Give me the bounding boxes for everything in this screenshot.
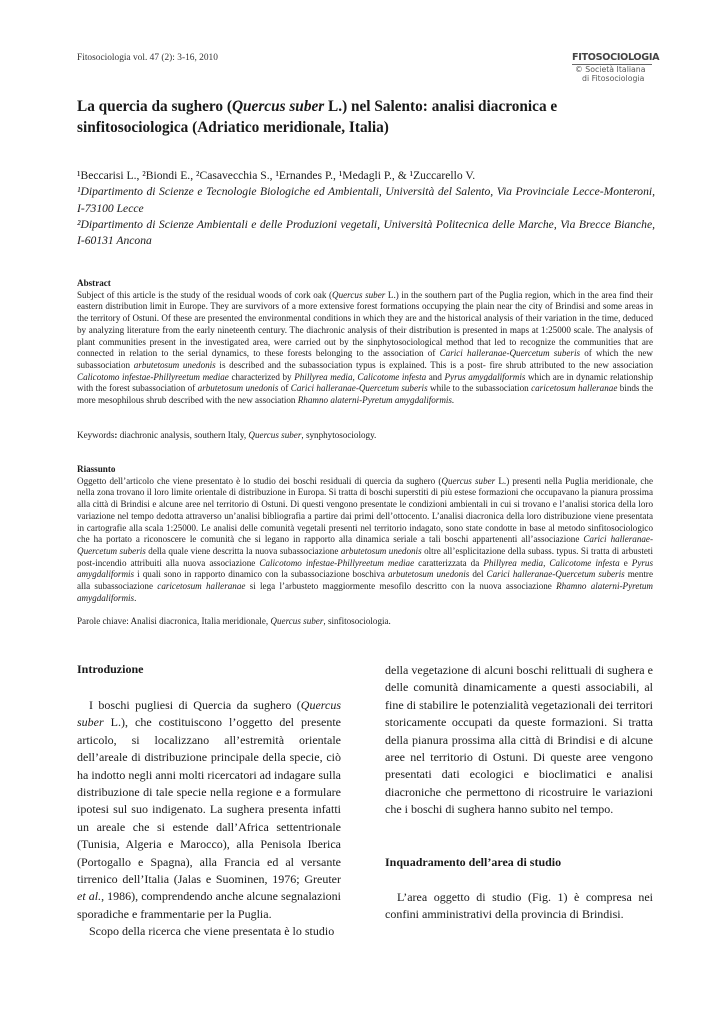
title-text-rest: L.) nel Salento: analisi diacronica e sinfitosociologica (Adriatico meridionale, Italia) — [77, 98, 558, 136]
logo-wordmark: FITOSOCIOLOGIA — [572, 52, 660, 63]
affiliation-1: ¹Dipartimento di Scienze e Tecnologie Biologiche ed Ambientali, Università del Salento, Via Provinciale Lecce-Monteroni, I-73100 Lecce — [77, 185, 655, 215]
intro-right-column — [385, 662, 653, 819]
study-area-column — [385, 889, 653, 924]
parole-chiave: Parole chiave: Analisi diacronica, Italia meridionale, Quercus suber, sinfitosociologia. — [77, 616, 391, 626]
section-heading-area-di-studio: Inquadramento dell’area di studio — [385, 855, 562, 869]
affiliation-2: ²Dipartimento di Scienze Ambientali e delle Produzioni vegetali, Università Politecnica delle Marche, Via Brecce Bianche, I-60131 Ancona — [77, 217, 655, 248]
journal-reference: Fitosociologia vol. 47 (2): 3-16, 2010 — [77, 53, 218, 63]
author-block — [77, 168, 655, 249]
riassunto — [77, 464, 653, 604]
study-area-paragraph-1: L’area oggetto di studio (Fig. 1) è compresa nei confini amministrativi della provincia di Brindisi. — [385, 890, 653, 922]
intro-paragraph-2-cont: della vegetazione di alcuni boschi relittuali di sughera e delle comunità dinamicamente a questi associabili, al fine di stabilire le potenzialità vegetazionali dei territori storicamente occupati da queste formazioni. Si tratta della pianura prossima alla città di Brindisi e di alcune aree nel territorio di Ostuni. Di queste aree vengono presentati dati ecologici e bioclimatici e analisi diacroniche che permettono di ricostruire le variazioni che i boschi di sughera hanno subito nel tempo. — [385, 663, 653, 817]
riassunto-body: Oggetto dell’articolo che viene presentato è lo studio dei boschi residuali di quercia da sughero (Quercus suber L.) presenti nella Puglia meridionale, che nella zona trovano il loro limite orientale di distribuzione in Europa. Si tratta di boschi superstiti di più estese formazioni che occupavano la pianura prossima alla città di Brindisi e alcune aree nel territorio di Ostuni. Di questi vengono presentate le condizioni ambientali in cui si trovano e l’analisi storica della loro variazione nel tempo dedotta attraverso un’analisi bibliografia a partire dai primi dell’ottocento. L’analisi diacronica della loro distribuzione viene presentata in cartografie alla scala 1:25000. Le analisi delle comunità vegetali presenti nel territorio indagato, sono state condotte in base al metodo sinfitosociologico che ha portato a riconoscere le comunità che si legano in rapporto alla dinamica seriale a tali boschi appartenenti all’associazione Carici halleranae-Quercetum suberis della quale viene descritta la nuova subassociazione arbutetosum unedonis oltre all’esplicitazione della subass. typus. Si tratta di arbusteti post-incendio attribuiti alla nuova associazione Calicotomo infestae-Phillyreetum mediae caratterizzata da Phillyrea media, Calicotome infesta e Pyrus amygdaliformis i quali sono in rapporto dinamico con la subassociazione boschiva arbutetosum unedonis del Carici halleranae-Quercetum suberis mentre alla subassociazione caricetosum halleranae si lega l’arbusteto maggiormente mesofilo descritto con la nuova associazione Rhamno alaterni-Pyretum amygdaliformis. — [77, 475, 653, 603]
intro-paragraph-2: Scopo della ricerca che viene presentata è lo studio — [89, 924, 335, 939]
article-title — [77, 96, 653, 138]
keywords: Keywords: diachronic analysis, southern Italy, Quercus suber, synphytosociology. — [77, 430, 377, 440]
journal-logo — [572, 52, 660, 84]
intro-left-column — [77, 697, 341, 941]
section-heading-introduzione: Introduzione — [77, 662, 144, 676]
abstract — [77, 278, 653, 407]
logo-society: di Fitosociologia — [582, 74, 645, 84]
riassunto-heading: Riassunto — [77, 464, 116, 474]
abstract-heading: Abstract — [77, 278, 111, 288]
intro-paragraph-1: I boschi pugliesi di Quercia da sughero (Quercus suber L.), che costituiscono l’oggetto del presente articolo, si localizzano all’estremità orientale dell’areale di distribuzione principale della specie, ciò ha indotto negli anni molti ricercatori ad indagare sulla distribuzione di tale specie nella regione e a formulare ipotesi sul suo indigenato. La sughera presenta infatti un areale che si estende dall’Africa settentrionale (Tunisia, Algeria e Marocco), alla Penisola Iberica (Portogallo e Spagna), alla Francia ed al versante tirrenico dell’Italia (Jalas e Suominen, 1976; Greuter et al., 1986), comprendendo anche alcune segnalazioni sporadiche e frammentarie per la Puglia. — [77, 698, 342, 921]
logo-copyright: © Società Italiana — [575, 65, 646, 74]
abstract-body: Subject of this article is the study of the residual woods of cork oak (Quercus suber L.) in the southern part of the Puglia region, which in the area find their eastern distribution limit in Europe. They are survivors of a more extensive forest formations occupying the plain near the city of Brindisi and some areas in the territory of Ostuni. Of these are presented the environmental conditions in which they are and the historical analysis of their variation in the time, deduced by analyzing literature from the early nineteenth century. The diachronic analysis of their distribution is presented in maps at 1:25000 scale. The analysis of plant communities present in the investigated area, were carried out by the sinphytosociological method that led to recognize the communities that are connected in relation to the serial dynamics, to these forests belonging to the association of Carici halleranae-Quercetum suberis of which the new subassociation arbutetosum unedonis is described and the subassociation typus is explained. This is a post- fire shrub attributed to the new association Calicotomo infestae-Phillyreetum mediae characterized by Phillyrea media, Calicotome infesta and Pyrus amygdaliformis which are in dynamic relationship with the forest subassociation of arbutetosum unedonis of Carici halleranae-Quercetum suberis while to the subassociation caricetosum halleranae binds the more mesophilous shrub described with the new association Rhamno alaterni-Pyretum amygdaliformis. — [77, 289, 654, 406]
author-names: ¹Beccarisi L., ²Biondi E., ²Casavecchia S., ¹Ernandes P., ¹Medagli P., & ¹Zuccarello V. — [77, 169, 476, 182]
title-text: La quercia da sughero ( — [77, 98, 232, 115]
title-species: Quercus suber — [231, 98, 325, 115]
